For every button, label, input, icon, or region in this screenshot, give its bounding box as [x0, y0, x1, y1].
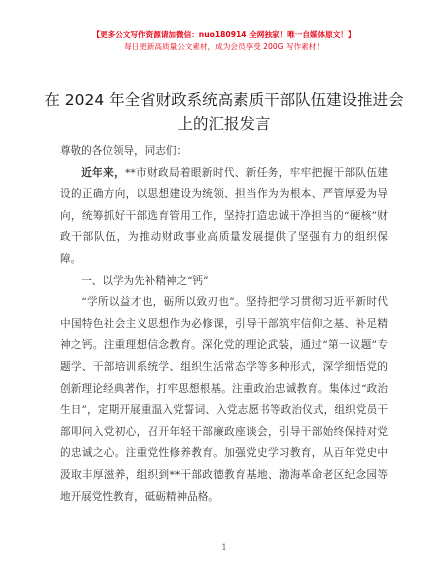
- section-body: “学所以益才也，砺所以致刃也”。坚持把学习贯彻习近平新时代中国特色社会主义思想作为必修课，引导干部筑牢信仰之基、补足精神之钙。注重理想信念教育。深化党的理论武装，通过“第一议题”专题学、干部培训系统学、组织生活常态学等多种形式，深学细悟党的创新理论经典著作，打牢思想根基。注重政治忠诚教育。集体过“政治生日”，定期开展重温入党誓词、入党志愿书等政治仪式，组织党员干部叩问入党初心，召开年轻干部廉政座谈会，引导干部始终保持对党的忠诚之心。注重党性修养教育。加强党史学习教育，从百年党史中汲取丰厚滋养，组织到**干部政德教育基地、渤海革命老区纪念园等地开展党性教育，砥砺精神品格。: [60, 296, 388, 503]
- intro-lead-text: 近年来，: [81, 166, 126, 179]
- page-number: 1: [221, 543, 227, 552]
- promo-banner: [0, 29, 448, 53]
- intro-text: **市财政局着眼新时代、新任务，牢牢把握干部队伍建设的正确方向，以思想建设为统领、担当作为为根本、严管厚爱为导向，统筹抓好干部选育管用工作，坚持打造忠诚干净担当的“硬核”财政干部队伍，为推动财政事业高质量发展提供了坚强有力的组织保障。: [60, 166, 389, 265]
- section-heading: 一、以学为先补精神之“钙”: [81, 274, 209, 287]
- document-body: [60, 141, 388, 508]
- salutation: 尊敬的各位领导，同志们：: [60, 145, 188, 157]
- promo-banner-line-2: 每日更新高质量公文素材，成为会员享受 200G 写作素材！: [124, 42, 324, 51]
- document-title: 在 2024 年全省财政系统高素质干部队伍建设推进会上的汇报发言: [44, 91, 404, 133]
- promo-banner-line-1: 【更多公文写作资源请加微信：nuo180914 全网独家！唯一自媒体原文！】: [92, 30, 356, 39]
- intro-paragraph: [60, 163, 388, 271]
